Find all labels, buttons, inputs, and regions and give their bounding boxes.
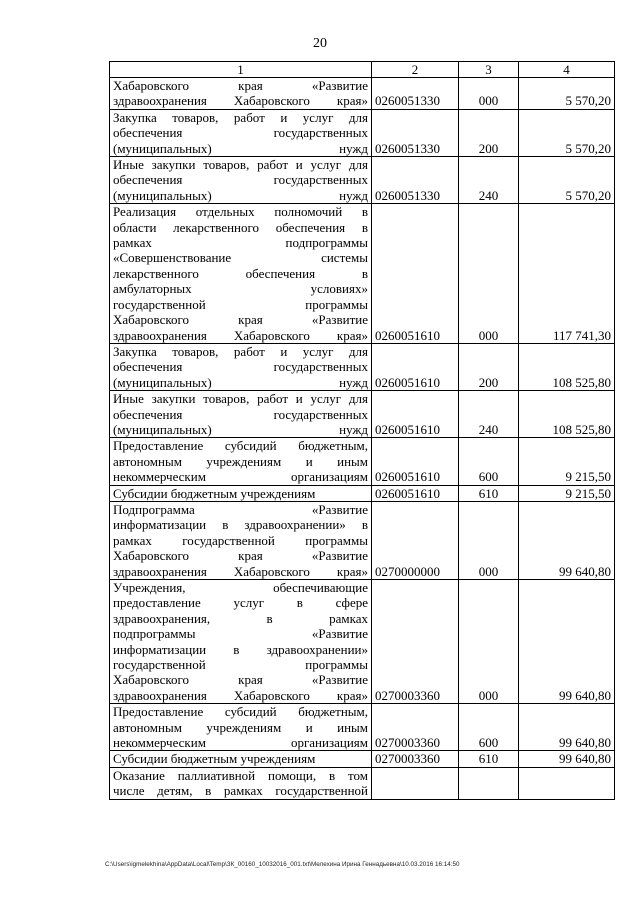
row-sum-cell: 99 640,80 [519, 704, 615, 751]
row-sum-cell: 117 741,30 [519, 204, 615, 344]
row-name-line: рамках подпрограммы [113, 235, 368, 251]
row-name-line: некоммерческим организациям [113, 735, 368, 751]
row-sum-cell: 9 215,50 [519, 485, 615, 501]
row-name-cell [110, 391, 372, 438]
table-row [110, 157, 615, 204]
row-name-line: Подпрограмма «Развитие [113, 501, 368, 517]
table-row [110, 501, 615, 579]
row-vr-cell: 610 [459, 751, 519, 767]
row-sum-cell: 99 640,80 [519, 751, 615, 767]
row-name-line: автономным учреждениям и иным [113, 719, 368, 735]
row-name-line: рамках государственной программы [113, 532, 368, 548]
row-name-cell [110, 580, 372, 704]
table-row [110, 391, 615, 438]
row-name-cell [110, 109, 372, 156]
row-vr-cell: 000 [459, 78, 519, 110]
row-name-line: Оказание паллиативной помощи, в том [113, 767, 368, 783]
row-sum-cell: 108 525,80 [519, 343, 615, 390]
row-name-line: обеспечения государственных [113, 406, 368, 422]
row-name-cell [110, 78, 372, 110]
table-row [110, 580, 615, 704]
row-name-line: здравоохранения Хабаровского края» [113, 327, 368, 343]
row-name-line: Закупка товаров, работ и услуг для [113, 109, 368, 125]
row-name-line: лекарственного обеспечения в [113, 265, 368, 281]
row-name-line: информатизации в здравоохранении» [113, 641, 368, 657]
row-sum-cell: 9 215,50 [519, 438, 615, 485]
row-sum-cell: 5 570,20 [519, 157, 615, 204]
row-code-cell: 0260051330 [372, 109, 459, 156]
row-name-line: Субсидии бюджетным учреждениям [113, 485, 316, 501]
row-name-cell [110, 485, 372, 501]
row-name-line: здравоохранения Хабаровского края» [113, 687, 368, 703]
row-vr-cell: 000 [459, 580, 519, 704]
table-row [110, 343, 615, 390]
row-name-line: здравоохранения Хабаровского края» [113, 93, 368, 109]
row-vr-cell: 240 [459, 391, 519, 438]
row-name-line: Предоставление субсидий бюджетным, [113, 704, 368, 720]
row-name-line: числе детям, в рамках государственной [113, 783, 368, 799]
row-sum-cell: 99 640,80 [519, 501, 615, 579]
row-vr-cell: 610 [459, 485, 519, 501]
row-code-cell: 0260051330 [372, 78, 459, 110]
row-code-cell: 0270000000 [372, 501, 459, 579]
row-name-line: Хабаровского края «Развитие [113, 548, 368, 564]
row-name-line: обеспечения государственных [113, 359, 368, 375]
row-code-cell: 0270003360 [372, 751, 459, 767]
table-row [110, 704, 615, 751]
row-name-line: Предоставление субсидий бюджетным, [113, 438, 368, 454]
table-header-row [110, 62, 615, 78]
row-name-line: Закупка товаров, работ и услуг для [113, 343, 368, 359]
row-name-line: обеспечения государственных [113, 172, 368, 188]
row-name-line: обеспечения государственных [113, 125, 368, 141]
row-name-cell [110, 204, 372, 344]
row-name-line: «Совершенствование системы [113, 250, 368, 266]
column-header-code: 2 [372, 62, 459, 78]
table-row [110, 204, 615, 344]
row-name-line: (муниципальных) нужд [113, 374, 368, 390]
row-sum-cell [519, 767, 615, 799]
table-row [110, 109, 615, 156]
row-code-cell: 0260051610 [372, 438, 459, 485]
row-name-line: здравоохранения, в рамках [113, 610, 368, 626]
row-name-line: Учреждения, обеспечивающие [113, 580, 368, 595]
row-code-cell: 0260051610 [372, 204, 459, 344]
column-header-name: 1 [110, 62, 372, 78]
table-row [110, 485, 615, 501]
row-name-cell [110, 501, 372, 579]
row-name-line: государственной программы [113, 296, 368, 312]
row-name-line: области лекарственного обеспечения в [113, 219, 368, 235]
row-name-line: здравоохранения Хабаровского края» [113, 563, 368, 579]
row-name-line: Субсидии бюджетным учреждениям [113, 751, 316, 767]
row-name-line: информатизации в здравоохранении» в [113, 517, 368, 533]
row-name-cell [110, 157, 372, 204]
row-code-cell [372, 767, 459, 799]
row-sum-cell: 99 640,80 [519, 580, 615, 704]
column-header-vr: 3 [459, 62, 519, 78]
row-name-line: Реализация отдельных полномочий в [113, 204, 368, 220]
row-name-line: (муниципальных) нужд [113, 140, 368, 156]
table-row [110, 78, 615, 110]
table-row [110, 751, 615, 767]
row-name-cell [110, 704, 372, 751]
row-name-cell [110, 751, 372, 767]
budget-table [109, 61, 615, 800]
row-vr-cell: 600 [459, 438, 519, 485]
row-code-cell: 0260051610 [372, 391, 459, 438]
row-name-line: амбулаторных условиях» [113, 281, 368, 297]
row-name-line: Иные закупки товаров, работ и услуг для [113, 391, 368, 407]
row-name-line: автономным учреждениям и иным [113, 453, 368, 469]
row-code-cell: 0260051610 [372, 343, 459, 390]
row-code-cell: 0260051330 [372, 157, 459, 204]
row-name-line: предоставление услуг в сфере [113, 595, 368, 611]
page-number: 20 [313, 36, 327, 51]
row-name-line: подпрограммы «Развитие [113, 626, 368, 642]
table-row [110, 767, 615, 799]
row-vr-cell [459, 767, 519, 799]
row-vr-cell: 200 [459, 109, 519, 156]
row-code-cell: 0260051610 [372, 485, 459, 501]
row-vr-cell: 200 [459, 343, 519, 390]
row-vr-cell: 600 [459, 704, 519, 751]
row-sum-cell: 108 525,80 [519, 391, 615, 438]
row-sum-cell: 5 570,20 [519, 109, 615, 156]
row-name-line: (муниципальных) нужд [113, 187, 368, 203]
row-name-line: (муниципальных) нужд [113, 421, 368, 437]
row-name-line: некоммерческим организациям [113, 469, 368, 485]
row-vr-cell: 000 [459, 501, 519, 579]
row-name-line: государственной программы [113, 657, 368, 673]
row-sum-cell: 5 570,20 [519, 78, 615, 110]
row-name-cell [110, 343, 372, 390]
table-row [110, 438, 615, 485]
row-vr-cell: 240 [459, 157, 519, 204]
row-code-cell: 0270003360 [372, 704, 459, 751]
file-path-footer: C:\Users\igmelekhina\AppData\Local\Temp\ЗК_00160_10032016_001.txt\Мелехина Ирина Геннадьевна\10.03.2016 16:14:50 [105, 861, 460, 868]
row-name-line: Хабаровского края «Развитие [113, 312, 368, 328]
column-header-sum: 4 [519, 62, 615, 78]
row-name-line: Хабаровского края «Развитие [113, 672, 368, 688]
row-vr-cell: 000 [459, 204, 519, 344]
row-code-cell: 0270003360 [372, 580, 459, 704]
row-name-line: Иные закупки товаров, работ и услуг для [113, 157, 368, 173]
row-name-line: Хабаровского края «Развитие [113, 78, 368, 93]
row-name-cell [110, 767, 372, 799]
row-name-cell [110, 438, 372, 485]
